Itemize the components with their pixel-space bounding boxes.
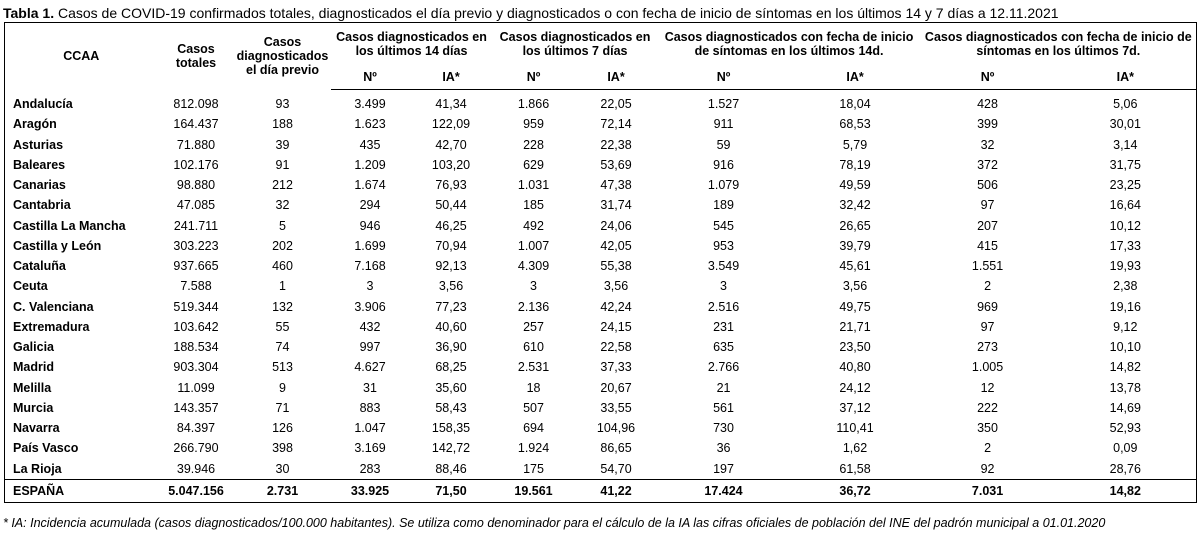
total-num-sint-14: 17.424 — [658, 479, 790, 502]
cell-num-diag-14: 3 — [366, 279, 374, 294]
cell-casos-totales: 903.304 — [173, 360, 219, 375]
cell-region: Baleares — [13, 157, 66, 172]
cell-num-sint-14: 1.079 — [707, 178, 740, 193]
cell-num-sint-14: 953 — [713, 238, 734, 253]
cell-ia-diag-7: 20,67 — [600, 380, 632, 395]
cell-ia-sint-7: 9,12 — [1113, 319, 1138, 334]
header-num-sint-7: Nº — [921, 65, 1055, 90]
cell-ia-sint-14: 26,65 — [839, 218, 871, 233]
table-row — [5, 135, 1197, 155]
cell-num-sint-14: 59 — [716, 137, 731, 152]
table-row — [5, 398, 1197, 418]
cell-ia-diag-14: 76,93 — [435, 178, 467, 193]
total-region: ESPAÑA — [5, 479, 158, 502]
cell-num-sint-14: 911 — [713, 117, 734, 132]
cell-num-sint-7: 428 — [977, 97, 998, 112]
cell-ia-sint-7: 30,01 — [1109, 117, 1141, 132]
cell-num-diag-14: 3.169 — [354, 441, 386, 456]
cell-ia-sint-7: 31,75 — [1109, 157, 1141, 172]
cell-num-sint-7: 415 — [977, 238, 998, 253]
cell-num-sint-7: 207 — [977, 218, 998, 233]
cell-dia-previo: 30 — [275, 461, 290, 476]
cell-dia-previo: 513 — [272, 360, 293, 375]
table-row — [5, 114, 1197, 134]
cell-casos-totales: 7.588 — [180, 279, 212, 294]
cell-num-sint-7: 350 — [977, 421, 998, 436]
cell-ia-diag-7: 104,96 — [596, 421, 636, 436]
cell-casos-totales: 812.098 — [173, 96, 219, 111]
cell-ia-diag-14: 41,34 — [435, 97, 467, 112]
cell-ia-sint-7: 10,12 — [1109, 218, 1141, 233]
cell-ia-diag-14: 3,56 — [438, 279, 464, 294]
table-body — [5, 90, 1197, 480]
cell-num-diag-14: 1.209 — [354, 157, 386, 172]
cell-num-diag-7: 175 — [523, 461, 544, 476]
cell-num-sint-7: 92 — [980, 461, 995, 476]
total-num-diag-14: 33.925 — [331, 479, 410, 502]
table-row — [5, 317, 1197, 337]
cell-casos-totales: 71.880 — [176, 137, 216, 152]
cell-num-sint-7: 12 — [980, 380, 995, 395]
cell-num-sint-14: 2.516 — [707, 299, 740, 314]
cell-ia-sint-14: 5,79 — [842, 137, 868, 152]
cell-dia-previo: 212 — [272, 178, 293, 193]
cell-ia-diag-7: 22,38 — [600, 137, 632, 152]
cell-ia-diag-14: 88,46 — [435, 461, 467, 476]
cell-ia-sint-14: 23,50 — [839, 340, 871, 355]
cell-ia-sint-7: 23,25 — [1109, 178, 1141, 193]
cell-ia-diag-14: 36,90 — [435, 340, 467, 355]
cell-ia-sint-7: 5,06 — [1113, 97, 1138, 112]
cell-num-sint-7: 97 — [980, 198, 995, 213]
cell-ia-diag-7: 55,38 — [600, 259, 632, 274]
header-num-diag-14: Nº — [331, 65, 410, 90]
header-ia-sint-14: IA* — [790, 65, 921, 90]
cell-region: Murcia — [13, 400, 54, 415]
cell-ia-sint-14: 21,71 — [839, 319, 871, 334]
cell-num-diag-14: 294 — [359, 198, 381, 213]
header-ia-sint-7: IA* — [1055, 65, 1197, 90]
header-ia-diag-14: IA* — [410, 65, 493, 90]
cell-num-sint-14: 730 — [713, 421, 734, 436]
cell-ia-diag-7: 37,33 — [600, 360, 632, 375]
cell-num-diag-14: 283 — [359, 461, 381, 476]
cell-num-diag-14: 1.623 — [354, 117, 386, 132]
cell-ia-diag-7: 24,06 — [600, 218, 632, 233]
header-sint-14: Casos diagnosticados con fecha de inicio de síntomas en los últimos 14d. — [664, 30, 914, 58]
cell-num-diag-14: 946 — [359, 218, 381, 233]
cell-dia-previo: 460 — [272, 259, 293, 274]
cell-ia-sint-14: 45,61 — [839, 259, 871, 274]
cell-num-sint-14: 1.527 — [707, 97, 740, 112]
cell-dia-previo: 32 — [275, 198, 290, 213]
cell-num-diag-7: 2.531 — [517, 360, 550, 375]
cell-num-sint-14: 231 — [713, 319, 734, 334]
cell-num-diag-7: 1.007 — [517, 238, 550, 253]
cell-ia-diag-7: 3,56 — [603, 279, 629, 294]
cell-dia-previo: 202 — [272, 238, 293, 253]
cell-dia-previo: 91 — [275, 157, 290, 172]
caption-text: Casos de COVID-19 confirmados totales, diagnosticados el día previo y diagnosticados o con fecha de inicio de síntomas en los últimos 14 y 7 días a 12.11.2021 — [54, 5, 1059, 21]
cell-region: Madrid — [13, 360, 54, 375]
cell-ia-diag-7: 22,58 — [600, 340, 632, 355]
cell-num-sint-14: 36 — [716, 441, 731, 456]
cell-num-sint-7: 2 — [984, 441, 992, 456]
table-row — [5, 378, 1197, 398]
cell-num-sint-14: 3 — [720, 279, 727, 294]
header-num-diag-7: Nº — [493, 65, 575, 90]
cell-ia-sint-7: 14,69 — [1109, 400, 1141, 415]
cell-casos-totales: 103.642 — [173, 319, 219, 334]
cell-ia-diag-14: 92,13 — [435, 259, 467, 274]
cell-num-diag-7: 959 — [523, 117, 544, 132]
cell-ia-diag-7: 53,69 — [600, 157, 632, 172]
caption-label: Tabla 1. — [3, 5, 55, 21]
cell-ia-diag-7: 72,14 — [600, 117, 632, 132]
cell-region: Extremadura — [13, 319, 90, 334]
cell-region: País Vasco — [13, 441, 79, 456]
total-ia-sint-14: 36,72 — [790, 479, 921, 502]
cell-casos-totales: 11.099 — [177, 380, 215, 395]
header-diag-14: Casos diagnosticados en los últimos 14 días — [336, 30, 487, 58]
cell-ia-diag-7: 42,24 — [600, 299, 632, 314]
cell-num-diag-14: 31 — [363, 380, 377, 395]
cell-num-diag-7: 257 — [523, 319, 544, 334]
header-ccaa: CCAA — [63, 49, 100, 64]
cell-region: Cantabria — [13, 198, 71, 213]
footnote: * IA: Incidencia acumulada (casos diagnosticados/100.000 habitantes). Se utiliza como denominador para el cálculo de la IA las cifras oficiales de población del INE del padrón municipal a 01.01.2020 — [3, 516, 1106, 530]
cell-casos-totales: 143.357 — [173, 400, 219, 415]
table-row — [5, 297, 1197, 317]
cell-casos-totales: 937.665 — [173, 259, 219, 274]
cell-num-sint-7: 97 — [980, 319, 995, 334]
cell-ia-diag-7: 42,05 — [600, 238, 632, 253]
cell-ia-sint-14: 24,12 — [839, 380, 871, 395]
cell-ia-sint-14: 18,04 — [839, 97, 871, 112]
cell-ia-sint-7: 2,38 — [1113, 279, 1138, 294]
cell-num-diag-7: 228 — [523, 137, 544, 152]
cell-dia-previo: 93 — [275, 96, 290, 111]
cell-dia-previo: 39 — [275, 137, 290, 152]
cell-region: Galicia — [13, 340, 54, 355]
table-row — [5, 175, 1197, 195]
cell-num-sint-14: 189 — [713, 198, 734, 213]
cell-num-sint-7: 1.551 — [971, 259, 1004, 274]
cell-ia-diag-7: 86,65 — [600, 441, 632, 456]
cell-ia-diag-7: 24,15 — [600, 319, 632, 334]
table-row — [5, 155, 1197, 175]
cell-ia-diag-14: 50,44 — [435, 198, 467, 213]
cell-ia-diag-7: 22,05 — [600, 97, 632, 112]
table-row — [5, 438, 1197, 458]
table-row — [5, 236, 1197, 256]
header-dia-previo: Casos diagnosticados el día previo — [236, 35, 329, 78]
cell-dia-previo: 1 — [279, 279, 286, 294]
cell-ia-sint-7: 10,10 — [1109, 340, 1141, 355]
cell-dia-previo: 398 — [272, 441, 293, 456]
header-diag-7: Casos diagnosticados en los últimos 7 días — [499, 30, 651, 58]
cell-num-sint-7: 399 — [977, 117, 998, 132]
cell-dia-previo: 55 — [275, 319, 290, 334]
table-row — [5, 459, 1197, 480]
cell-num-diag-14: 432 — [359, 319, 381, 334]
cell-num-sint-14: 545 — [713, 218, 734, 233]
cell-ia-sint-7: 3,14 — [1113, 137, 1138, 152]
cell-num-sint-14: 3.549 — [707, 259, 740, 274]
cell-num-sint-7: 1.005 — [971, 360, 1004, 375]
cell-num-diag-14: 3.499 — [354, 97, 386, 112]
cell-num-diag-7: 610 — [523, 340, 544, 355]
cell-num-diag-14: 4.627 — [354, 360, 386, 375]
cell-ia-diag-14: 122,09 — [431, 117, 471, 132]
cell-ia-sint-14: 61,58 — [839, 461, 871, 476]
cell-num-diag-14: 1.674 — [354, 178, 386, 193]
cell-ia-diag-14: 103,20 — [431, 157, 471, 172]
cell-ia-sint-14: 40,80 — [839, 360, 871, 375]
cell-num-diag-7: 18 — [526, 380, 541, 395]
total-ia-diag-14: 71,50 — [410, 479, 493, 502]
cell-dia-previo: 126 — [272, 421, 293, 436]
cell-casos-totales: 519.344 — [173, 299, 219, 314]
cell-ia-diag-14: 68,25 — [435, 360, 467, 375]
cell-num-sint-14: 2.766 — [707, 360, 740, 375]
table-row — [5, 276, 1197, 296]
total-num-sint-7: 7.031 — [921, 479, 1055, 502]
cell-casos-totales: 98.880 — [176, 178, 216, 193]
header-num-sint-14: Nº — [658, 65, 790, 90]
cell-num-diag-7: 3 — [530, 279, 537, 294]
total-ia-diag-7: 41,22 — [575, 479, 658, 502]
total-dia-previo: 2.731 — [235, 479, 331, 502]
total-row — [5, 479, 1197, 502]
cell-ia-sint-14: 32,42 — [839, 198, 871, 213]
header-sint-7: Casos diagnosticados con fecha de inicio de síntomas en los últimos 7d. — [924, 30, 1192, 58]
header-casos-totales: Casos totales — [175, 42, 217, 71]
table-row — [5, 195, 1197, 215]
cell-num-sint-14: 21 — [716, 380, 731, 395]
cell-casos-totales: 241.711 — [173, 218, 219, 233]
cell-num-diag-14: 435 — [359, 137, 381, 152]
cell-num-sint-7: 222 — [977, 400, 998, 415]
cell-ia-diag-14: 142,72 — [431, 441, 471, 456]
cell-ia-sint-14: 49,59 — [839, 178, 871, 193]
total-num-diag-7: 19.561 — [493, 479, 575, 502]
cell-num-diag-14: 997 — [359, 340, 381, 355]
cell-region: La Rioja — [13, 461, 62, 476]
cell-num-sint-14: 197 — [713, 461, 734, 476]
cell-num-sint-7: 32 — [980, 137, 995, 152]
cell-region: C. Valenciana — [13, 299, 94, 314]
cell-ia-sint-14: 68,53 — [839, 117, 871, 132]
cell-num-sint-7: 969 — [977, 299, 998, 314]
cell-ia-sint-7: 19,93 — [1109, 259, 1141, 274]
cell-num-diag-7: 507 — [523, 400, 544, 415]
cell-casos-totales: 266.790 — [173, 441, 219, 456]
cell-ia-sint-14: 78,19 — [839, 157, 871, 172]
cell-ia-sint-14: 110,41 — [836, 421, 874, 436]
cell-num-diag-14: 1.047 — [354, 421, 386, 436]
cell-dia-previo: 71 — [275, 400, 290, 415]
cell-region: Ceuta — [13, 279, 48, 294]
cell-ia-sint-14: 37,12 — [839, 400, 871, 415]
cell-ia-sint-14: 49,75 — [839, 299, 871, 314]
cell-ia-diag-14: 40,60 — [435, 319, 467, 334]
cell-num-sint-14: 916 — [713, 157, 734, 172]
cell-num-diag-7: 185 — [523, 198, 544, 213]
cell-ia-diag-14: 42,70 — [435, 137, 467, 152]
table-row — [5, 90, 1197, 115]
cell-dia-previo: 132 — [272, 299, 293, 314]
cell-ia-diag-7: 31,74 — [600, 198, 632, 213]
cell-ia-sint-7: 14,82 — [1109, 360, 1141, 375]
cell-casos-totales: 84.397 — [176, 421, 216, 436]
cell-region: Cataluña — [13, 259, 66, 274]
cell-casos-totales: 102.176 — [173, 157, 219, 172]
cell-region: Castilla La Mancha — [13, 218, 126, 233]
cell-num-diag-7: 629 — [523, 157, 544, 172]
cell-region: Navarra — [13, 421, 60, 436]
cell-num-diag-14: 883 — [359, 400, 381, 415]
cell-num-sint-7: 506 — [977, 178, 998, 193]
cell-region: Canarias — [13, 178, 66, 193]
cell-num-diag-7: 492 — [523, 218, 544, 233]
cell-ia-diag-14: 58,43 — [435, 400, 467, 415]
cell-casos-totales: 188.534 — [173, 340, 219, 355]
cell-region: Asturias — [13, 137, 64, 152]
total-casos-totales: 5.047.156 — [158, 479, 235, 502]
cell-region: Melilla — [13, 380, 52, 395]
cell-ia-diag-14: 158,35 — [431, 421, 471, 436]
cell-ia-diag-7: 54,70 — [600, 461, 632, 476]
cell-ia-sint-14: 39,79 — [839, 238, 871, 253]
cell-dia-previo: 188 — [272, 117, 293, 132]
cell-ia-sint-7: 28,76 — [1109, 461, 1141, 476]
covid-cases-table — [4, 22, 1197, 503]
cell-ia-sint-7: 0,09 — [1113, 441, 1138, 456]
table-row — [5, 337, 1197, 357]
cell-ia-sint-14: 3,56 — [842, 279, 868, 294]
cell-num-diag-7: 1.924 — [517, 441, 550, 456]
cell-region: Castilla y León — [13, 238, 102, 253]
table-row — [5, 357, 1197, 377]
cell-ia-sint-7: 52,93 — [1109, 421, 1141, 436]
cell-num-diag-7: 694 — [523, 421, 544, 436]
cell-casos-totales: 303.223 — [173, 238, 219, 253]
cell-dia-previo: 9 — [279, 380, 286, 395]
cell-num-diag-14: 7.168 — [354, 259, 386, 274]
cell-num-sint-14: 561 — [713, 400, 734, 415]
cell-ia-sint-14: 1,62 — [842, 441, 868, 456]
cell-num-diag-7: 4.309 — [517, 259, 550, 274]
cell-num-sint-7: 273 — [977, 340, 998, 355]
cell-casos-totales: 47.085 — [176, 198, 216, 213]
cell-ia-sint-7: 17,33 — [1109, 238, 1141, 253]
cell-region: Andalucía — [13, 96, 73, 111]
table-caption — [3, 3, 1197, 23]
cell-ia-diag-14: 35,60 — [435, 380, 467, 395]
table-row — [5, 256, 1197, 276]
cell-ia-diag-7: 33,55 — [600, 400, 632, 415]
cell-ia-diag-7: 47,38 — [600, 178, 632, 193]
cell-num-diag-7: 2.136 — [517, 299, 550, 314]
cell-num-diag-7: 1.866 — [517, 97, 550, 112]
cell-num-diag-14: 3.906 — [354, 299, 386, 314]
cell-num-sint-14: 635 — [713, 340, 734, 355]
cell-ia-diag-14: 46,25 — [435, 218, 467, 233]
cell-region: Aragón — [13, 117, 57, 132]
cell-ia-sint-7: 16,64 — [1109, 198, 1141, 213]
cell-num-sint-7: 2 — [984, 279, 992, 294]
cell-dia-previo: 74 — [275, 340, 290, 355]
cell-ia-diag-14: 70,94 — [435, 238, 467, 253]
cell-ia-sint-7: 13,78 — [1109, 380, 1141, 395]
cell-num-sint-7: 372 — [977, 157, 998, 172]
cell-num-diag-14: 1.699 — [354, 238, 386, 253]
cell-ia-diag-14: 77,23 — [435, 299, 467, 314]
cell-casos-totales: 39.946 — [176, 461, 216, 476]
cell-ia-sint-7: 19,16 — [1109, 299, 1141, 314]
cell-num-diag-7: 1.031 — [517, 178, 550, 193]
total-ia-sint-7: 14,82 — [1055, 479, 1197, 502]
table-row — [5, 418, 1197, 438]
cell-casos-totales: 164.437 — [173, 117, 219, 132]
cell-dia-previo: 5 — [279, 218, 286, 233]
table-row — [5, 216, 1197, 236]
header-ia-diag-7: IA* — [575, 65, 658, 90]
